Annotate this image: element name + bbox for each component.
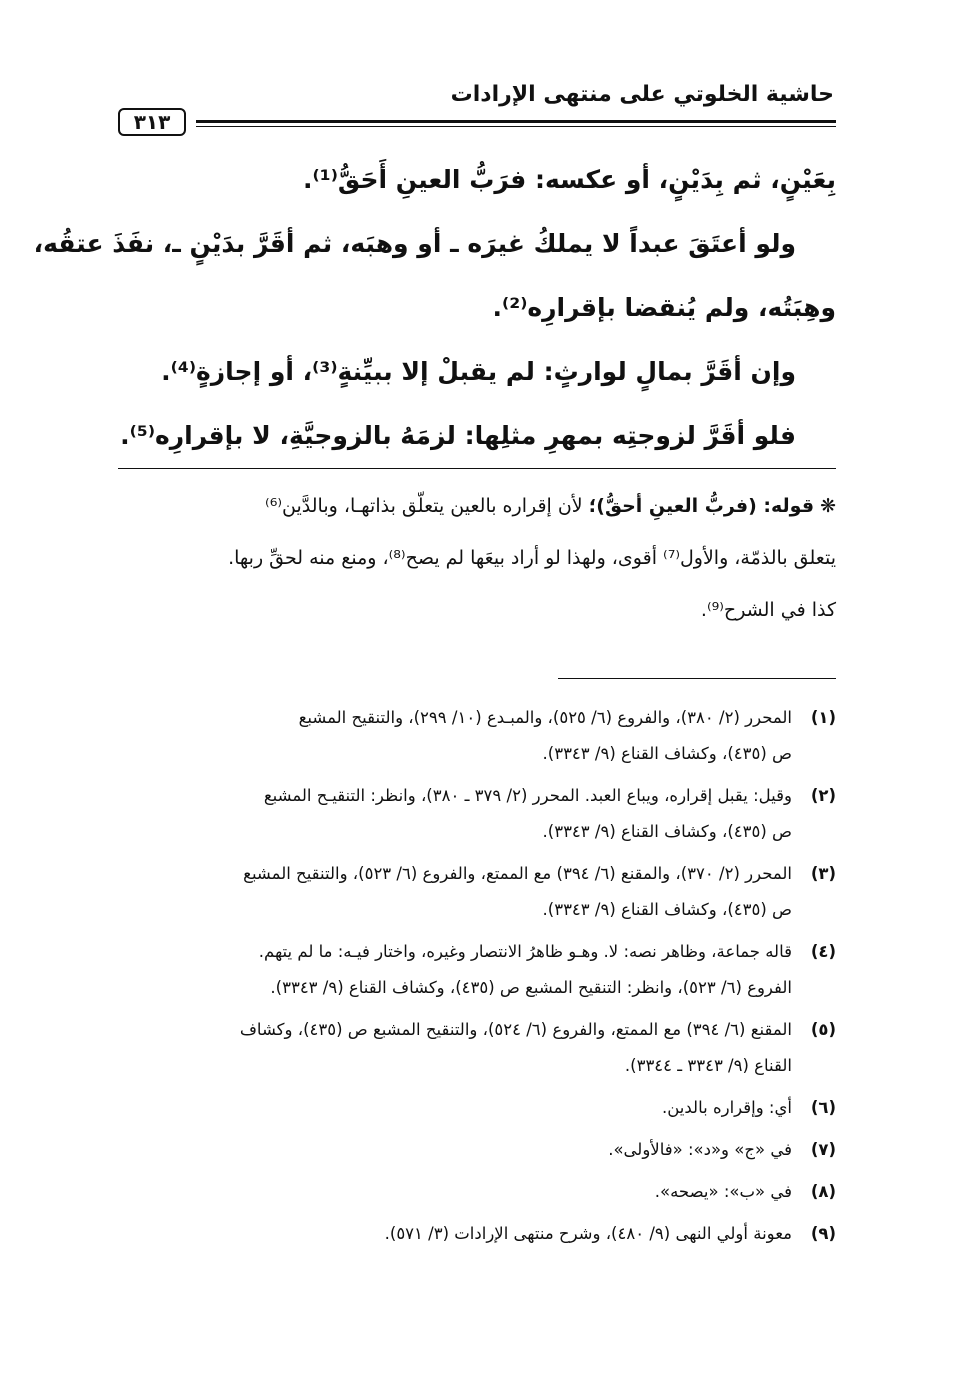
- matn-text: [33, 148, 836, 468]
- commentary-line: [118, 480, 836, 532]
- footnote-line: ص (٤٣٥)، وكشاف القناع (٩/ ٣٣٤٣).: [542, 900, 792, 919]
- footnote-number: (٢): [810, 786, 836, 805]
- footnote: [118, 1012, 836, 1084]
- footnote-line: في «ج» و«د»: «فالأولى».: [608, 1140, 792, 1159]
- footnote-number: (٦): [810, 1098, 836, 1117]
- footnote-number: (١): [810, 708, 836, 727]
- commentary-line: يتعلق بالذمّة، والأول⁽⁷⁾ أقوى، ولهذا لو أراد بيعَها لم يصح⁽⁸⁾، ومنع منه لحقِّ ربها.: [228, 547, 836, 569]
- footnote-line: الفروع (٦/ ٥٢٣)، وانظر: التنقيح المشبع ص (٤٣٥)، وكشاف القناع (٩/ ٣٣٤٣).: [270, 978, 792, 997]
- matn-line: وإن أقَرَّ بمالٍ لوارثٍ: لم يقبلْ إلا ببيِّنةٍ⁽³⁾، أو إجازةٍ⁽⁴⁾.: [161, 357, 796, 386]
- commentary-line: كذا في الشرح⁽⁹⁾.: [700, 599, 836, 621]
- footnote-number: (٣): [810, 864, 836, 883]
- footnote: [118, 1216, 836, 1252]
- commentary: [118, 480, 836, 636]
- footnote-line: وقيل: يقبل إقراره، ويباع العبد. المحرر (٢/ ٣٧٩ ـ ٣٨٠)، وانظر: التنقيـح المشبع: [263, 786, 792, 805]
- footnote-line: أي: وإقراره بالدين.: [662, 1098, 792, 1117]
- footnote-line: قاله جماعة، وظاهر نصه: لا. وهـو ظاهرُ الانتصار وغيره، واختار فيـه: ما لم يتهم.: [258, 942, 792, 961]
- header-title: حاشية الخلوتي على منتهى الإرادات: [450, 82, 834, 107]
- footnote-line: ص (٤٣٥)، وكشاف القناع (٩/ ٣٣٤٣).: [542, 744, 792, 763]
- header-rule: [196, 120, 836, 123]
- matn-line: بِعَيْنٍ، ثم بِدَيْنٍ، أو عكسه: فرَبُّ العينِ أَحَقُّ⁽¹⁾.: [303, 165, 836, 194]
- header-rule-thin: [196, 126, 836, 127]
- footnote-line: المقنع (٦/ ٣٩٤) مع الممتع، والفروع (٦/ ٥٢٤)، والتنقيح المشبع ص (٤٣٥)، وكشاف: [239, 1020, 792, 1039]
- footnote-line: ص (٤٣٥)، وكشاف القناع (٩/ ٣٣٤٣).: [542, 822, 792, 841]
- footnote: [118, 1174, 836, 1210]
- footnote-divider: [558, 678, 836, 679]
- footnote-number: (٩): [810, 1224, 836, 1243]
- footnote-number: (٤): [810, 942, 836, 961]
- footnote: [118, 856, 836, 928]
- footnote-number: (٨): [810, 1182, 836, 1201]
- footnotes: [118, 700, 836, 1252]
- footnote-number: (٧): [810, 1140, 836, 1159]
- running-header: [118, 82, 836, 142]
- section-divider: [118, 468, 836, 469]
- footnote: [118, 778, 836, 850]
- matn-line: فلو أقَرَّ لزوجتِه بمهرِ مثلِها: لزمَهُ بالزوجيَّةِ، لا بإقرارِه⁽⁵⁾.: [120, 421, 796, 450]
- footnote: [118, 934, 836, 1006]
- footnote-line: المحرر (٢/ ٣٧٠)، والمقنع (٦/ ٣٩٤) مع الممتع، والفروع (٦/ ٥٢٣)، والتنقيح المشبع: [243, 864, 792, 883]
- commentary-text: لأن إقراره بالعين يتعلّق بذاتهـا، وبالدَّين⁽⁶⁾: [265, 495, 583, 517]
- page-number: ٣١٣: [118, 108, 186, 136]
- footnote-line: في «ب»: «يصحه».: [654, 1182, 792, 1201]
- footnote-number: (٥): [810, 1020, 836, 1039]
- matn-line: ولو أعتَقَ عبداً لا يملكُ غيرَه ـ أو وهبَه، ثم أقَرَّ بدَيْنٍ ـ، نفَذَ عتقُه،: [33, 229, 796, 258]
- star-icon: ❋: [820, 495, 836, 517]
- footnote-line: القناع (٩/ ٣٣٤٣ ـ ٣٣٤٤).: [624, 1056, 792, 1075]
- footnote: [118, 1132, 836, 1168]
- commentary-quote: قوله: (فربُّ العينِ أحقُّ)؛: [588, 495, 815, 517]
- footnote: [118, 700, 836, 772]
- footnote-line: معونة أولي النهى (٩/ ٤٨٠)، وشرح منتهى الإرادات (٣/ ٥٧١).: [384, 1224, 792, 1243]
- matn-line: وهِبَتُه، ولم يُنقضا بإقرارِه⁽²⁾.: [492, 293, 836, 322]
- footnote-line: المحرر (٢/ ٣٨٠)، والفروع (٦/ ٥٢٥)، والمبـدع (١٠/ ٢٩٩)، والتنقيح المشبع: [298, 708, 792, 727]
- footnote: [118, 1090, 836, 1126]
